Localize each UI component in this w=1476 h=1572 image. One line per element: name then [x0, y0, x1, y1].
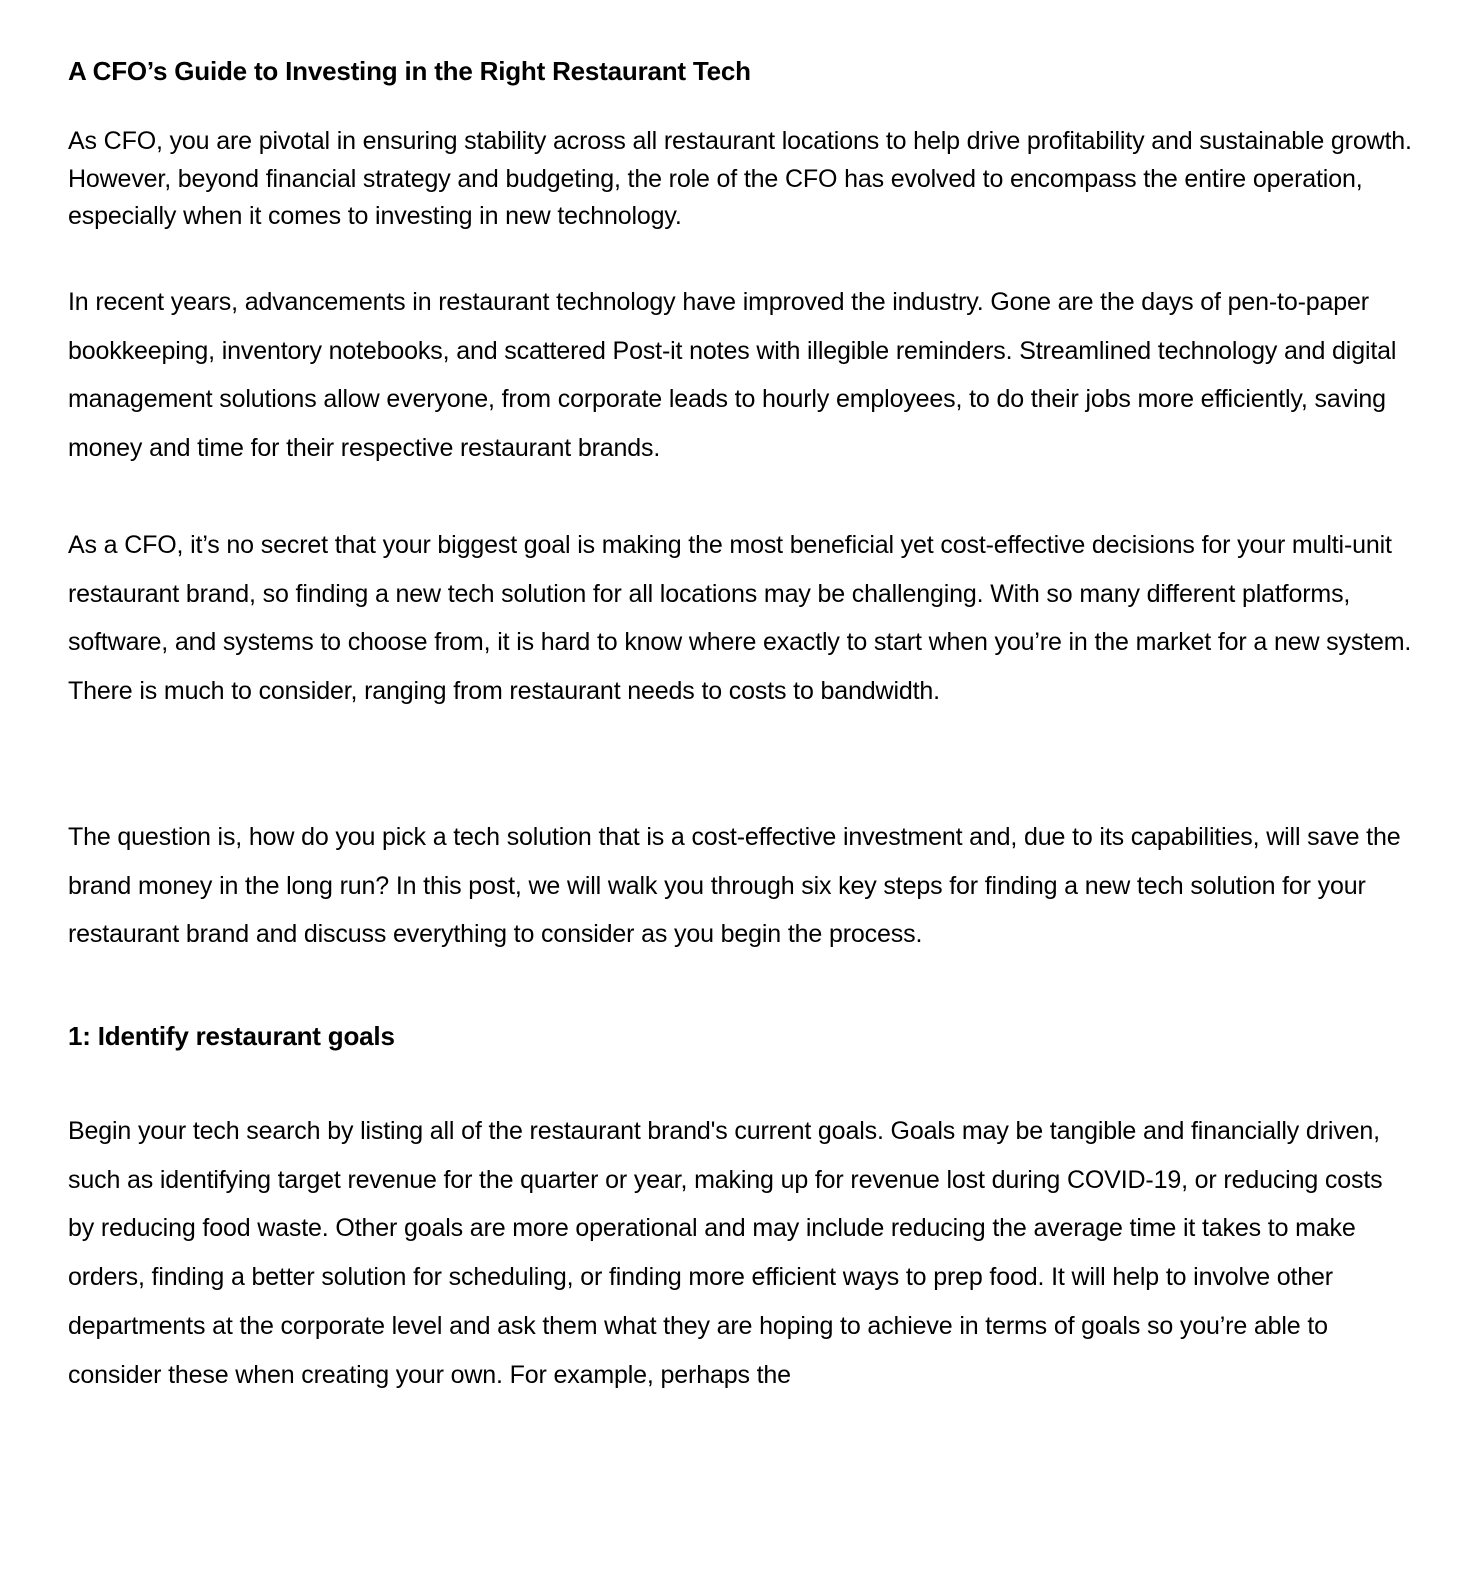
paragraph-cfo-goal: As a CFO, it’s no secret that your biggest goal is making the most beneficial yet cost-effective decisions for your multi-unit restaurant brand, so finding a new tech solution for all locations may be challenging. With so many different platforms, software, and systems to choose from, it is hard to know where exactly to start when you’re in the market for a new system. There is much to consider, ranging from restaurant needs to costs to bandwidth.	[68, 531, 1412, 706]
intro-paragraph: As CFO, you are pivotal in ensuring stability across all restaurant locations to help drive profitability and sustainable growth. However, beyond financial strategy and budgeting, the role of the CFO has evolved to encompass the entire operation, especially when it comes to investing in new technology.	[68, 127, 1412, 230]
paragraph-identify-goals: Begin your tech search by listing all of the restaurant brand's current goals. Goals may be tangible and financially driven, such as identifying target revenue for the quarter or year, making up for revenue lost during COVID-19, or reducing costs by reducing food waste. Other goals are more operational and may include reducing the average time it takes to make orders, finding a better solution for scheduling, or finding more efficient ways to prep food. It will help to involve other departments at the corporate level and ask them what they are hoping to achieve in terms of goals so you’re able to consider these when creating your own. For example, perhaps the	[68, 1117, 1383, 1389]
article-title: A CFO’s Guide to Investing in the Right Restaurant Tech	[68, 56, 751, 86]
paragraph-recent-advancements: In recent years, advancements in restaurant technology have improved the industry. Gone are the days of pen-to-paper bookkeeping, inventory notebooks, and scattered Post-it notes with illegible reminders. Streamlined technology and digital management solutions allow everyone, from corporate leads to hourly employees, to do their jobs more efficiently, saving money and time for their respective restaurant brands.	[68, 288, 1397, 463]
paragraph-the-question: The question is, how do you pick a tech solution that is a cost-effective investment and, due to its capabilities, will save the brand money in the long run? In this post, we will walk you through six key steps for finding a new tech solution for your restaurant brand and discuss everything to consider as you begin the process.	[68, 823, 1401, 949]
section-heading-identify-goals: 1: Identify restaurant goals	[68, 1021, 395, 1051]
